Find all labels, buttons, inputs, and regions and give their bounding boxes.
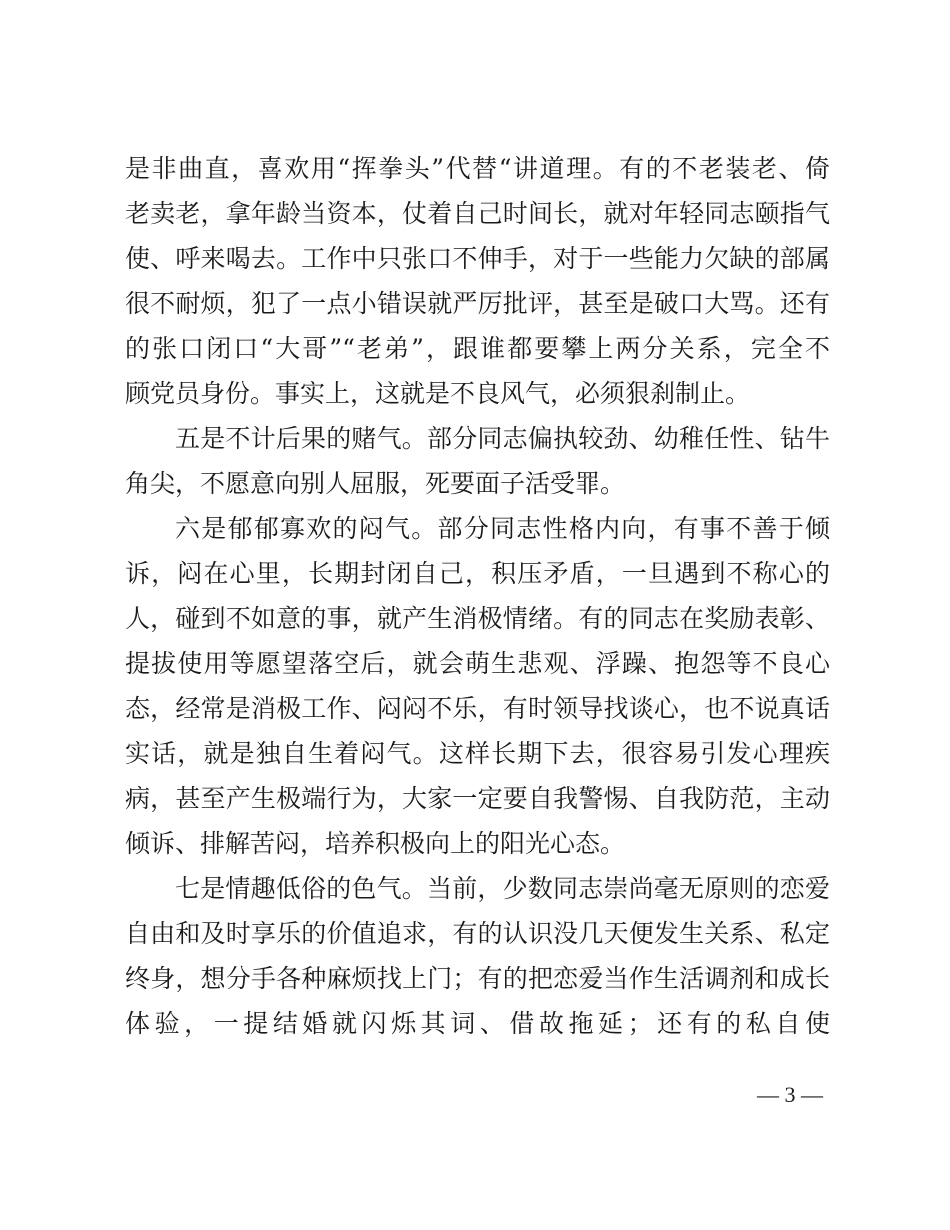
paragraph <box>125 506 830 866</box>
text-line: 诉，闷在心里，长期封闭自己，积压矛盾，一旦遇到不称心的 <box>125 559 830 588</box>
text-line: 病，甚至产生极端行为，大家一定要自我警惕、自我防范，主动 <box>125 784 830 813</box>
paragraph <box>125 416 830 506</box>
text-line: 七是情趣低俗的色气。当前，少数同志崇尚毫无原则的恋爱 <box>175 874 830 903</box>
text-line: 很不耐烦，犯了一点小错误就严厉批评，甚至是破口大骂。还有 <box>125 289 830 318</box>
text-line: 老卖老，拿年龄当资本，仗着自己时间长，就对年轻同志颐指气 <box>125 199 830 228</box>
page-number: — 3 — <box>757 1082 823 1107</box>
text-line: 提拔使用等愿望落空后，就会萌生悲观、浮躁、抱怨等不良心 <box>125 649 830 678</box>
text-line: 实话，就是独自生着闷气。这样长期下去，很容易引发心理疾 <box>125 739 830 768</box>
text-line: 自由和及时享乐的价值追求，有的认识没几天便发生关系、私定 <box>125 919 830 948</box>
text-line: 使、呼来喝去。工作中只张口不伸手，对于一些能力欠缺的部属 <box>125 244 830 273</box>
text-line: 倾诉、排解苦闷，培养积极向上的阳光心态。 <box>125 829 626 858</box>
text-line: 人，碰到不如意的事，就产生消极情绪。有的同志在奖励表彰、 <box>125 604 830 633</box>
text-line: 是非曲直，喜欢用“挥拳头”代替“讲道理。有的不老装老、倚 <box>125 154 830 183</box>
text-line: 终身，想分手各种麻烦找上门；有的把恋爱当作生活调剂和成长 <box>125 964 830 993</box>
paragraph <box>125 146 830 416</box>
text-line: 态，经常是消极工作、闷闷不乐，有时领导找谈心，也不说真话 <box>125 694 830 723</box>
text-line: 顾党员身份。事实上，这就是不良风气，必须狠刹制止。 <box>125 379 751 408</box>
text-line: 五是不计后果的赌气。部分同志偏执较劲、幼稚任性、钻牛 <box>175 424 830 453</box>
text-line: 的张口闭口“大哥”“老弟”，跟谁都要攀上两分关系，完全不 <box>125 334 830 363</box>
body-text <box>125 146 830 1046</box>
text-line: 角尖，不愿意向别人屈服，死要面子活受罪。 <box>125 469 626 498</box>
text-line: 体验，一提结婚就闪烁其词、借故拖延；还有的私自使 <box>125 1009 830 1038</box>
text-line: 六是郁郁寡欢的闷气。部分同志性格内向，有事不善于倾 <box>175 514 830 543</box>
paragraph <box>125 866 830 1046</box>
